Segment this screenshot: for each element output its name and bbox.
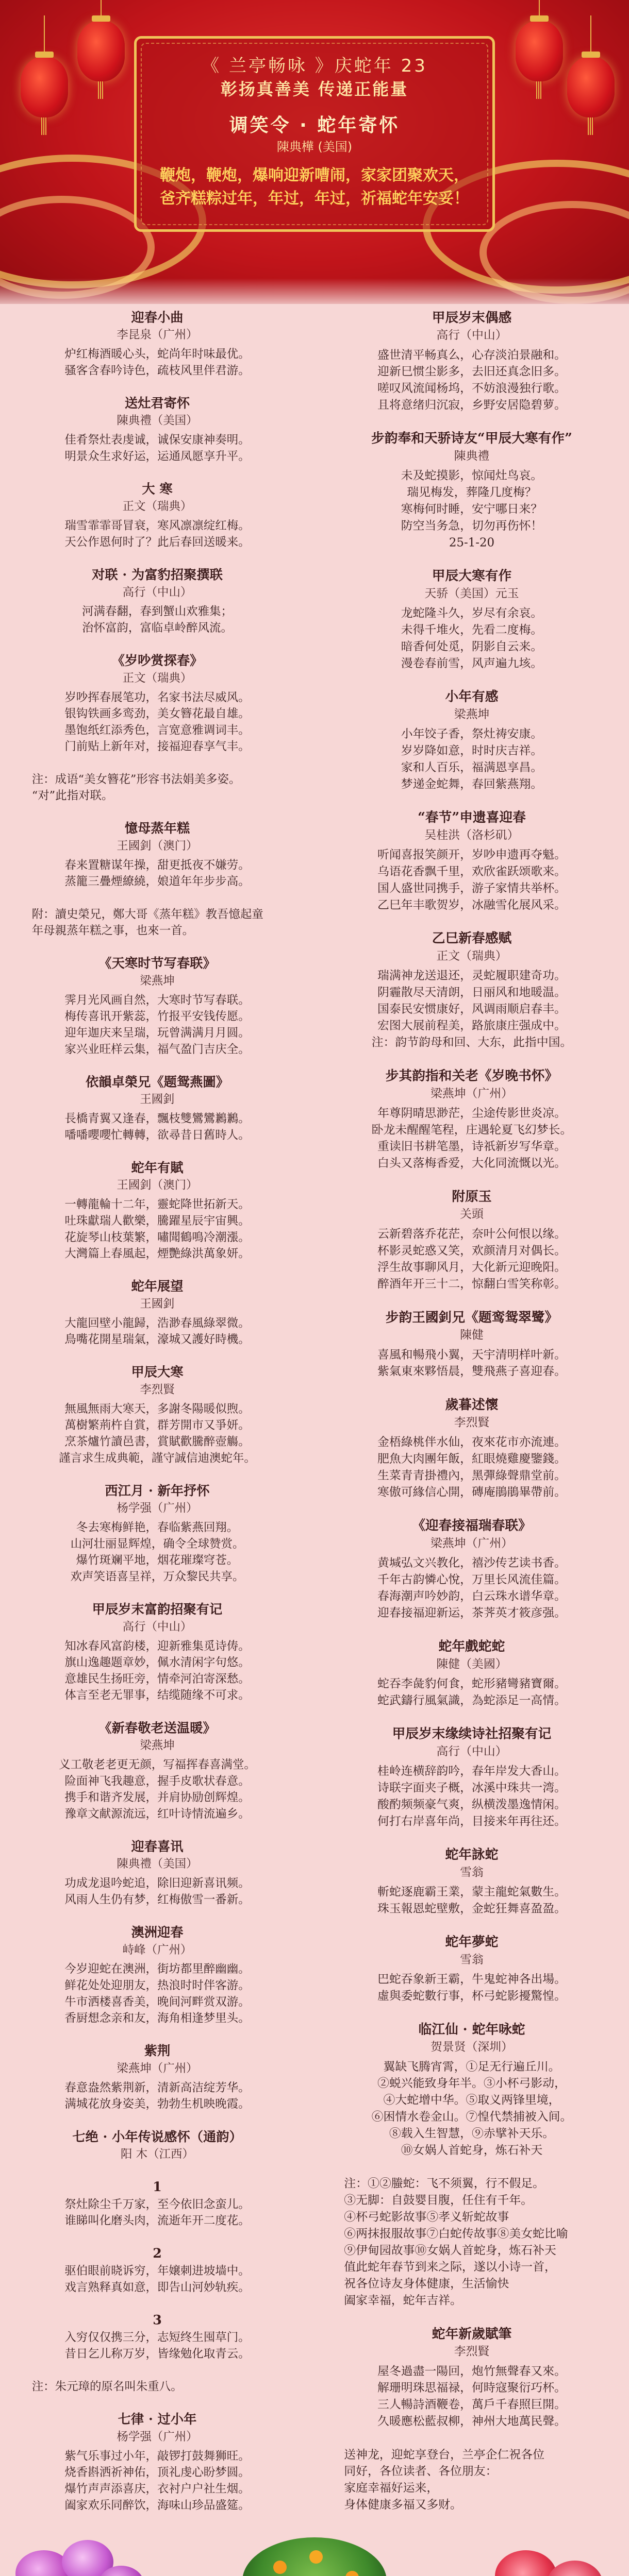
poem-line: 紫气乐事过小年，敲锣打鼓舞狮旺。: [64, 2449, 250, 2463]
poem-note-line: 注：①②螣蛇：飞不须翼，行不假足。: [344, 2176, 545, 2191]
poem-block: [334, 1067, 609, 1172]
poem-title: 澳洲迎春: [131, 1925, 184, 1940]
poem-line: 意雄民生扬旺旁，情牵河泊寄深愁。: [64, 1672, 250, 1686]
poem-line: 春海潮声吟妙韵，白云珠水谱华章。: [377, 1589, 566, 1603]
poem-line: 风雨人生仍有梦，红梅傲雪一番新。: [64, 1892, 250, 1907]
poem-block: [22, 2179, 292, 2229]
featured-poem-author: 陳典樺 (美国): [276, 140, 353, 154]
poem-author: 李烈賢: [454, 2344, 490, 2359]
poem-author: 王國釗: [140, 1092, 175, 1106]
poem-line: 岁吵挥春展笔功，名家书法尽威风。: [64, 690, 250, 704]
poem-note-line: ④杯弓蛇影故事⑤孝义斩蛇故事: [344, 2210, 509, 2224]
poem-line: 瑞满神龙送退还，灵蛇履职建奇功。: [377, 969, 566, 982]
poem-line: 三人暢詩酒鞭卷，萬戶千春照巨開。: [377, 2397, 566, 2412]
poem-line: 体言至老无罪事，结缆随缘不可求。: [64, 1688, 250, 1702]
poem-block: [334, 1309, 609, 1380]
poem-author: 陳典禮: [454, 449, 490, 463]
poem-line: 喜風和暢飛小翼，天宇清明样叶新。: [377, 1347, 566, 1362]
poem-line: 满城花放身姿美，勃勃生机映晚霞。: [64, 2097, 250, 2111]
poem-line: 听闻喜报笑颜开，岁吵申遗再夺魁。: [377, 848, 566, 862]
poem-line: 岁岁降如意，时时庆吉祥。: [401, 743, 543, 758]
poem-title: 蛇年有賦: [131, 1160, 184, 1176]
poem-line: 昔日乞儿称万岁，皆缘勉化取青云。: [64, 2347, 250, 2361]
poem-block: [22, 1278, 292, 1348]
poem-author: 梁燕坤（广州）: [117, 2061, 198, 2075]
poem-title: 步韵王國釗兄《题鸾鸳翠鹭》: [385, 1310, 558, 1326]
poem-line: 谁睇叫化磨头肉，流逝年开二度花。: [64, 2214, 250, 2228]
poem-line: 明景众生求好运，运通凤愿享升平。: [64, 449, 250, 463]
poem-block: [334, 1396, 609, 1500]
poem-title: 甲辰岁末富韵招聚有记: [92, 1602, 223, 1617]
poem-line: 入穷仅仅携三分，志短终生囤草门。: [64, 2330, 250, 2344]
poem-block: [22, 1720, 292, 1822]
poem-title: 步韵奉和天骄诗友“甲辰大寒有作”: [371, 431, 572, 446]
poem-author: 雪翁: [460, 1865, 484, 1879]
poem-author: 梁燕坤: [454, 707, 490, 721]
poem-title: 步其韵指和关老《岁晚书怀》: [385, 1068, 558, 1084]
poem-line: 盛世清平畅真么，心存淡泊景融和。: [377, 348, 566, 362]
poem-line: 大龍回壁小龍歸，浩渺春風綠翠微。: [64, 1316, 250, 1330]
poem-block: [22, 820, 292, 890]
poem-title: 迎春喜讯: [131, 1839, 184, 1855]
poem-note-line: 附：讀史榮兄，鄭大哥《蒸年糕》教吾憶起童: [31, 907, 263, 921]
poem-line: 戏言熟释真如意，即告山河妙轨疾。: [64, 2280, 250, 2294]
poem-line: 旗山逸趣题章妙，佩水清闲字句悠。: [64, 1655, 250, 1669]
peony-flower-icon: [547, 2561, 603, 2576]
poem-line: 蒸籠三疊煙繚繞，娘道年年步步高。: [64, 874, 250, 888]
poem-line: 一轉龍輪十二年，靈蛇降世拓新天。: [64, 1197, 250, 1211]
poem-note-line: ⑥两抹报服故事⑦白蛇传故事⑧美女蛇比喻: [344, 2226, 568, 2241]
poem-line: 瑞雪霏霏哥冒衰，寒风凛凛绽红梅。: [64, 519, 250, 533]
poem-line: 宏图大展前程美，路旅康庄强成中。: [377, 1019, 566, 1032]
poem-title: 《天寒时节写春联》: [98, 956, 216, 971]
poem-line: 银钩铁画多鸾劲，美女簪花最自雄。: [64, 706, 250, 721]
poem-line: 瑞见梅发，葬隆几度梅？: [407, 485, 537, 499]
poem-block: [334, 567, 609, 671]
poem-line: 梅传喜讯开紫蕊，竹报平安钱传愿。: [64, 1009, 250, 1023]
poem-line: ⑩女娲人首蛇身，炼石补天: [401, 2143, 543, 2157]
poem-line: 牛市洒楼喜香美，晚间河畔赏双游。: [64, 1995, 250, 2009]
poem-line: 春意盎然紫荆新，清新高洁绽芳华。: [64, 2080, 250, 2095]
poem-block: [334, 1934, 609, 2004]
kumquat-fruit-icon: [309, 2550, 323, 2564]
poem-line: 爆竹声声添喜庆，衣衬户户社生烟。: [64, 2482, 250, 2496]
poem-line: 屋冬過盡一陽回，炮竹無聲春又來。: [377, 2364, 566, 2378]
poem-note-line: 注：朱元璋的原名叫朱重八。: [31, 2379, 183, 2394]
poem-title: 七律 · 过小年: [118, 2412, 197, 2427]
poem-line: 乌语花香飘千里，欢欣雀跃颂歌来。: [377, 864, 566, 878]
poem-title: “春节”申遗喜迎春: [418, 810, 526, 825]
poem-block: [22, 2128, 292, 2162]
poem-line: 醉酒年开三十二，惊翻白雪笑称彰。: [377, 1277, 566, 1291]
poem-line: 阴霾散尽天清朗，日丽风和地暖温。: [377, 985, 566, 999]
poem-line: 烹茶爐竹讀邑書，賞賦歡騰醉壺觴。: [64, 1434, 250, 1449]
poem-author: 李昆泉（广州）: [117, 328, 198, 342]
poem-block: [22, 2378, 292, 2395]
poem-author: 梁燕坤: [140, 974, 175, 988]
poem-line: 迎年迦庆来呈瑞，玩曾满满月月圆。: [64, 1026, 250, 1040]
poem-block: [334, 1846, 609, 1917]
poem-title: 1: [153, 2179, 162, 2195]
poem-block: [334, 2326, 609, 2430]
poem-line: 何打右岸喜年尚，目接来年再往还。: [377, 1814, 566, 1828]
poem-line: ②蜕兴能致身年半。③小杯弓影动，: [377, 2076, 566, 2090]
poem-block: [22, 1924, 292, 2026]
poem-author: 李烈賢: [140, 1382, 175, 1397]
poem-author: 关頭: [460, 1207, 484, 1221]
footer-decoration: [0, 2535, 629, 2576]
poem-line: 生菜青青掛禮內，黑彈綠聲鼎堂前。: [377, 1468, 566, 1482]
poem-author: 高行（中山）: [122, 1620, 192, 1634]
poem-block: [22, 1483, 292, 1585]
poem-title: 蛇年詠蛇: [445, 1847, 499, 1862]
poem-block: [334, 2446, 609, 2513]
poem-line: 今岁迎蛇在澳洲，街坊都里醉幽幽。: [64, 1962, 250, 1976]
poem-line: 天公作恩何时了？此后春回送暖来。: [64, 535, 250, 549]
poem-line: 携手和谐齐发展，并肩协励创辉煌。: [64, 1790, 250, 1804]
poem-line: 金梧綠桃伴水仙，夜來花市亦流連。: [377, 1435, 566, 1449]
poem-note-line: ⑨伊甸园故事⑩女娲人首蛇身，炼石补天: [344, 2243, 556, 2258]
header-slogan: 彰扬真善美 传递正能量: [220, 79, 409, 99]
poem-block: [334, 688, 609, 792]
poem-author: 王國釗（澳门）: [117, 839, 198, 853]
poem-note-line: 注：成语“美女簪花”形容书法娟美多姿。: [31, 772, 241, 786]
poem-line: 虛與委蛇數行事，杯弓蛇影擾驚惶。: [377, 1989, 566, 2003]
poem-line: 炉红梅酒暖心头，蛇尚年时味最优。: [64, 347, 250, 361]
poem-author: 陳典禮（美国）: [117, 414, 198, 428]
poem-block: [334, 430, 609, 550]
poem-line: 春来置糖谋年操，甜更抵夜不嫌劳。: [64, 858, 250, 872]
poem-title: 3: [153, 2312, 162, 2328]
poem-line: 寒傲可緣信心開，磚庵鵑鵑畢帶前。: [377, 1485, 566, 1499]
poem-line: 鲜花处处迎朋友，热浪时时伴客游。: [64, 1978, 250, 1992]
poem-block: [22, 2245, 292, 2295]
poem-block: [22, 1074, 292, 1143]
poem-line: 暗香何处觅，阴影自云来。: [401, 639, 543, 654]
poem-author: 贺景贤（深圳）: [430, 2040, 514, 2054]
poem-line: 防空当务急，切勿再伤怀！: [401, 518, 543, 533]
poem-line: 小年饺子香，祭灶祷安康。: [401, 727, 543, 741]
poem-author: 吴桂洪（洛杉矶）: [424, 828, 519, 842]
poem-author: 高行（中山）: [436, 328, 507, 342]
poem-title: 迎春小曲: [131, 310, 184, 325]
poem-title: 甲辰岁末偶感: [432, 310, 512, 326]
poem-line: 香厨想念亲和友，海角相逢梦里头。: [64, 2011, 250, 2025]
poem-line: 墨饱纸红添秀色，言宽意雅调词丰。: [64, 723, 250, 737]
poem-line: 未及蛇摸影，惊闻灶鸟哀。: [401, 468, 543, 483]
poem-line: 骚客含春吟诗色，疏枝风里伴君游。: [64, 363, 250, 377]
poem-note-line: 祝各位诗友身体健康，生活愉快: [344, 2277, 509, 2291]
poem-author: 峙峰（广州）: [122, 1943, 192, 1957]
poem-author: 陳典禮（美国）: [117, 1857, 198, 1871]
poem-author: 陳健（美國）: [436, 1657, 507, 1671]
poem-line: 国人盛世同携手，游子家情共举杯。: [377, 881, 566, 895]
poem-block: [22, 481, 292, 550]
poem-block: [22, 1160, 292, 1262]
poem-line: ⑧载入生智慧，⑨赤擘补天乐。: [389, 2126, 555, 2141]
poem-line: 珠玉報恩蛇壁敷，金蛇狂舞喜盈盈。: [377, 1901, 566, 1916]
poem-line: 肥魚大肉團年飯，紅眼燒雞慶鑒錢。: [377, 1451, 566, 1466]
poem-block: [334, 1517, 609, 1621]
poem-block: [22, 567, 292, 636]
poem-title: 依韻卓榮兄《题鸳燕圖》: [86, 1074, 229, 1090]
poem-note-line: “对”此指对联。: [31, 789, 113, 803]
poem-line: 门前贴上新年对，接福迎春享气丰。: [64, 739, 250, 753]
poem-author: 正文（瑞典）: [436, 948, 507, 963]
poem-title: 七绝 · 小年传说感怀（通韵）: [72, 2129, 242, 2145]
poem-line: 功成龙退吟蛇追，除旧迎新喜讯频。: [64, 1876, 250, 1890]
poem-line: 龙蛇隆斗久，岁尽有余哀。: [401, 606, 543, 620]
poem-line: 桂岭连横辞韵吟，春年岸发大香山。: [377, 1764, 566, 1778]
poem-block: [22, 1838, 292, 1908]
poem-block: [22, 395, 292, 465]
poem-line: 乙巳年丰歌贺岁，冰融雪化展风采。: [377, 897, 566, 912]
poem-block: [334, 2021, 609, 2159]
poem-block: [22, 1364, 292, 1466]
header-title: 《 兰亭畅咏 》庆蛇年 23: [202, 56, 427, 76]
poem-line: 巴蛇吞象新王霸，牛鬼蛇神各出場。: [377, 1972, 566, 1986]
poem-author: 天骄（美国）元玉: [424, 586, 519, 601]
poem-author: 阳 木（江西）: [121, 2147, 194, 2161]
left-column: [22, 309, 292, 2530]
poem-line: ④大蛇增中华。⑤取义两锋里境，: [383, 2093, 560, 2107]
poem-line: 漫卷春前雪，风声遍九垓。: [401, 656, 543, 670]
poem-author: 高行（中山）: [122, 585, 192, 599]
poem-author: 王國釗: [140, 1297, 175, 1311]
poem-title: 甲辰岁末缘续诗社招聚有记: [392, 1726, 552, 1742]
poem-line: 大灣篇上春風起，煙艷綠洪萬象妍。: [64, 1247, 250, 1261]
poem-title: 歲暮述懷: [445, 1397, 499, 1413]
poem-line: 迎新巳惯尘影多，去旧还真念旧多。: [377, 364, 566, 379]
poem-line: 义工敬老老更无颜，写福挥春喜满堂。: [59, 1757, 256, 1772]
header-fade: [0, 278, 629, 304]
poem-line: 蛇吞李彘豹何食，蛇形豬彎豬寶爾。: [377, 1676, 566, 1691]
poem-line: 萬樹繁荊杵自賞，群芳開市又爭妍。: [64, 1418, 250, 1432]
kumquat-fruit-icon: [273, 2561, 287, 2574]
poem-title: 大 寒: [142, 481, 173, 497]
poem-author: 陳健: [460, 1328, 484, 1342]
poem-title: 紫荆: [144, 2043, 171, 2059]
poem-line: 阖家欢乐同醉饮，海味山珍品盛筵。: [64, 2498, 250, 2512]
poem-note-line: 送神龙，迎蛇享登台，兰亭企仁祝各位: [344, 2447, 545, 2462]
poem-title: 《岁吵赏探春》: [111, 653, 203, 669]
poem-line: 烧香斟洒祈神佑，顶礼虔心盼梦圆。: [64, 2465, 250, 2479]
poem-note-line: 年母親蒸年糕之事，也來一首。: [31, 924, 194, 938]
poem-author: 杨学强（广州）: [117, 2430, 198, 2444]
poem-line: 霁月光风画自然，大寒时节写春联。: [64, 993, 250, 1007]
poem-line: 年尊阴晴思渺茫，尘途传影世炎凉。: [377, 1106, 566, 1120]
poem-block: [22, 2411, 292, 2513]
poem-block: [334, 2175, 609, 2309]
poem-line: 重读旧书耕笔墨，诗祇新岁写华章。: [377, 1139, 566, 1154]
poem-line: 治怀富韵，富临卓岭醉风流。: [82, 621, 233, 635]
poem-block: [22, 2043, 292, 2112]
poem-title: 甲辰大寒: [131, 1365, 184, 1380]
poem-line: 河满春翻，春到蟹山欢雅集；: [82, 604, 233, 618]
poem-author: 王國釗（澳门）: [117, 1178, 198, 1192]
poem-line: 翼缺飞腾宵霄，①足无行遍丘川。: [383, 2059, 560, 2074]
poem-author: 正文（瑞典）: [122, 671, 192, 685]
poem-line: 国泰民安惯康好，风调雨顺启春丰。: [377, 1002, 566, 1016]
poem-title: 《新春敬老送温暖》: [98, 1720, 216, 1736]
poem-block: [22, 955, 292, 1057]
poem-block: [22, 906, 292, 939]
poem-author: 李烈賢: [454, 1415, 490, 1430]
poem-title: 蛇年展望: [131, 1279, 184, 1294]
poem-note-line: 阖家幸福，蛇年吉祥。: [344, 2293, 462, 2308]
poem-line: 謹言求生成典範，謹守誠信迪澳蛇年。: [59, 1451, 256, 1465]
poem-line: 险面神飞我趣意，握手皮歌状春意。: [64, 1774, 250, 1788]
poem-line: 噃噃嚶嚶忙轉轉，欲尋昔日舊時人。: [64, 1128, 250, 1142]
poem-note-line: 同好，各位读者、各位朋友：: [344, 2464, 498, 2478]
poem-line: 嗟叹风流闻杨坞，不妨浪漫独行歌。: [377, 381, 566, 395]
poem-line: 酸酌频频豪气爽，纵横泼墨逸情闲。: [377, 1797, 566, 1811]
poem-title: 乙巳新春感赋: [432, 930, 512, 946]
poem-line: 白头又落梅香爱，大化同流慨以光。: [377, 1156, 566, 1170]
poem-line: 且将意绪归沉寂，乡野安居隐碧萝。: [377, 398, 566, 412]
poem-title: 对联 · 为富豹招聚撰联: [92, 567, 223, 583]
poem-line: 黄堿弘文兴教化，禧沙传艺读书香。: [377, 1555, 566, 1570]
poem-block: [334, 309, 609, 413]
poem-line: 千年古韵憐心悅，万里长风流佳篇。: [377, 1572, 566, 1587]
poem-line: 迎春接福迎新运，茶荠英才筱彦强。: [377, 1606, 566, 1620]
poem-line: 知冰春风富韵楼，迎新雅集觅诗俦。: [64, 1639, 250, 1653]
poem-line: 久暖應松藍叔柳，神州大地萬民聲。: [377, 2414, 566, 2428]
poem-line: 花旋琴山枝葉繁，嘯聞鶴鳴冷潮漲。: [64, 1230, 250, 1244]
poem-author: 正文（瑞典）: [122, 499, 192, 513]
poem-author: 梁燕坤（广州）: [430, 1086, 514, 1100]
poem-title: 2: [153, 2246, 162, 2261]
poem-block: [22, 309, 292, 379]
poem-line: 注：韵节韵母和回、大东，此指中国。: [371, 1035, 572, 1049]
poem-title: 临江仙 · 蛇年咏蛇: [418, 2022, 525, 2038]
poem-block: [334, 1638, 609, 1708]
poem-line: 梦递金蛇舞，春回紫燕翔。: [401, 777, 543, 791]
poem-line: 爆竹斑斓平地，烟花璀璨穹苍。: [76, 1553, 239, 1567]
header-banner: [0, 0, 629, 304]
poem-line: 長橋青翼又逢春，飄枝雙鸞鸞鶼鶼。: [64, 1112, 250, 1126]
poem-line: 云新碧落乔花茫，奈叶公何恨以缘。: [377, 1227, 566, 1241]
poem-line: 寒梅何时睡，安宁哪日来？: [401, 502, 543, 516]
poem-title: 附原玉: [452, 1189, 492, 1205]
poem-block: [22, 1601, 292, 1703]
poem-block: [22, 652, 292, 754]
poem-line: 杯影灵蛇惑又笑，欢颜清月对偶长。: [377, 1243, 566, 1258]
poem-line: 卧龙未醒醒笔程，庄遇轮夏飞幻梦长。: [371, 1123, 572, 1137]
poem-note-line: 家庭幸福好运来，: [344, 2481, 439, 2495]
poem-title: 西江月 · 新年抒怀: [105, 1483, 210, 1499]
poem-block: [334, 1188, 609, 1292]
featured-poem-line: 鞭炮，鞭炮，爆响迎新嘈闹，家家团聚欢天，: [160, 166, 469, 184]
poem-title: 送灶君寄怀: [124, 396, 190, 411]
poem-note-line: ③无脚：自鼓婴目腹，任住有千年。: [344, 2193, 533, 2207]
poem-title: 小年有感: [445, 689, 499, 705]
poem-note-line: 身体健康多福又多财。: [344, 2498, 462, 2512]
poem-line: 斬蛇逐鹿霸王業，蒙主龍蛇氣數生。: [377, 1885, 566, 1899]
poem-block: [22, 2312, 292, 2362]
poem-title: 蛇年夢蛇: [445, 1934, 499, 1950]
poem-line: 山河壮丽显辉煌，确令全球赞赏。: [70, 1537, 244, 1551]
poem-author: 雪翁: [460, 1953, 484, 1967]
poem-line: 诗联字面夹子概，冰溪中珠共一湾。: [377, 1781, 566, 1795]
poem-author: 梁燕坤（广州）: [430, 1536, 514, 1550]
poem-title: 蛇年新歲賦筆: [432, 2326, 512, 2342]
poem-author: 高行（中山）: [436, 1744, 507, 1758]
poem-block: [22, 771, 292, 804]
poem-title: 蛇年戲蛇蛇: [438, 1639, 505, 1654]
poem-block: [334, 1725, 609, 1829]
poem-block: [334, 809, 609, 913]
poem-title: 《迎春接福瑞春联》: [412, 1518, 532, 1534]
featured-poem-title: 调笑令 · 蛇年寄怀: [229, 115, 400, 136]
poem-block: [334, 930, 609, 1050]
poem-line: 浮生故事聊风月，大化新元迎晚阳。: [377, 1260, 566, 1274]
poem-line: 家兴业旺样云集，福气盈门吉庆全。: [64, 1042, 250, 1056]
poem-line: 祭灶除尘千万家，至今依旧念蛮儿。: [64, 2197, 250, 2211]
featured-poem-line: 爸齐糕粽过年，年过，年过，祈福蛇年安妥！: [160, 190, 469, 208]
poem-line: ⑥困情水卷金山。⑦惶代禁捕被入间。: [371, 2110, 572, 2124]
poem-line: 驱伯眼前晓诉穷，年嬢刺进坡墙中。: [64, 2264, 250, 2278]
poem-line: 冬去寒梅鲜艳，春临紫燕回翔。: [76, 1520, 239, 1534]
poem-line: 吐珠獻瑞人歡樂，騰躍星辰宇宙興。: [64, 1214, 250, 1228]
poem-title: 憶母蒸年糕: [124, 821, 190, 836]
poem-author: 杨学强（广州）: [117, 1501, 198, 1515]
poem-author: 梁燕坤: [140, 1738, 175, 1752]
poem-line: 未得千堆火，先看二度梅。: [401, 623, 543, 637]
peony-flower-icon: [495, 2550, 557, 2576]
poem-title: 甲辰大寒有作: [432, 568, 512, 584]
poem-line: 25-1-20: [449, 535, 495, 550]
poem-line: 豫章文献源流远，红叶诗情流遍乡。: [64, 1807, 250, 1821]
poem-line: 蛇武鑄行風氣識，為蛇添足一高情。: [377, 1693, 566, 1707]
poem-line: 無風無雨大寒天，多謝冬陽暖似煦。: [64, 1402, 250, 1416]
poem-line: 紫氣東來夥悟晨，雙飛燕子喜迎春。: [377, 1364, 566, 1378]
poem-line: 佳肴祭灶表虔诚，诚保安康神奏明。: [64, 433, 250, 447]
poem-line: 鳥嘴花開星瑞氣，濠城又護好時機。: [64, 1332, 250, 1346]
poem-line: 解珊明珠思福禄，何時寇聚衍巧杯。: [377, 2381, 566, 2395]
poem-line: 家和人百乐，福满恩享昌。: [401, 760, 543, 774]
poem-note-line: 值此蛇年春节到来之际，遂以小诗一首，: [344, 2260, 556, 2274]
poem-line: 欢声笑语喜呈祥，万众黎民共享。: [70, 1569, 244, 1584]
right-column: [334, 309, 609, 2530]
